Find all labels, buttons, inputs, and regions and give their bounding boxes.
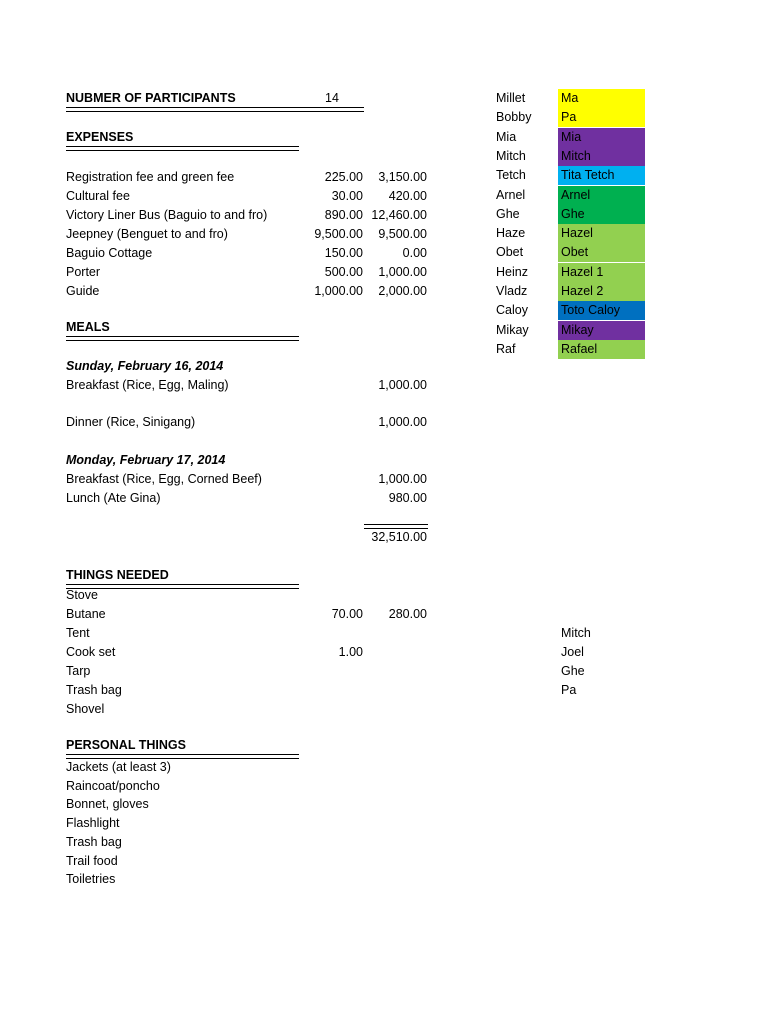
personal-item: Toiletries [66, 872, 116, 887]
expense-unit: 30.00 [331, 189, 363, 203]
roster-nickname: Rafael [558, 340, 645, 359]
participants-label: NUBMER OF PARTICIPANTS [66, 91, 236, 105]
meal-breakfast-1-total: 1,000.00 [378, 378, 427, 392]
thing-qty: 1.00 [338, 645, 363, 659]
roster-name: Caloy [496, 303, 528, 318]
expense-unit: 890.00 [324, 208, 363, 222]
assignee-name: Ghe [561, 664, 585, 678]
things-header: THINGS NEEDED [66, 568, 169, 582]
expense-total: 420.00 [388, 189, 427, 203]
roster-name: Bobby [496, 110, 532, 125]
personal-item: Trash bag [66, 834, 122, 849]
roster-name: Mitch [496, 148, 526, 163]
personal-item: Bonnet, gloves [66, 797, 149, 812]
expense-unit: 500.00 [324, 265, 363, 279]
roster-name: Mikay [496, 322, 529, 337]
meal-lunch-2-total: 980.00 [388, 491, 427, 505]
roster-nickname: Mia [558, 128, 645, 147]
thing-qty [290, 662, 363, 680]
assignee-name: Mitch [561, 626, 591, 640]
roster-nickname: Hazel 2 [558, 282, 645, 301]
roster-name: Obet [496, 245, 524, 260]
thing-total [360, 681, 427, 699]
expense-total: 12,460.00 [371, 208, 427, 222]
meals-header: MEALS [66, 320, 110, 334]
roster-nickname: Obet [558, 243, 645, 262]
roster-nickname: Toto Caloy [558, 301, 645, 320]
expense-unit: 9,500.00 [314, 227, 363, 241]
personal-item: Raincoat/poncho [66, 778, 160, 793]
meal-dinner-1: Dinner (Rice, Sinigang) [66, 415, 196, 429]
thing-label: Stove [66, 588, 98, 602]
expense-total: 1,000.00 [378, 265, 427, 279]
thing-label: Cook set [66, 645, 116, 659]
personal-header: PERSONAL THINGS [66, 738, 186, 752]
meal-day-1: Sunday, February 16, 2014 [66, 359, 224, 373]
roster-nickname: Ghe [558, 205, 645, 224]
expenses-header: EXPENSES [66, 130, 134, 144]
roster-nickname: Arnel [558, 186, 645, 205]
expense-label: Victory Liner Bus (Baguio to and fro) [66, 208, 268, 222]
participants-value: 14 [325, 91, 339, 105]
roster-name: Millet [496, 91, 526, 105]
roster-name: Haze [496, 226, 526, 241]
roster-name: Ghe [496, 206, 520, 221]
roster-nickname: Ma [558, 89, 645, 108]
thing-label: Trash bag [66, 683, 122, 697]
roster-nickname: Hazel [558, 224, 645, 243]
thing-label: Tent [66, 626, 90, 640]
roster-name: Mia [496, 129, 517, 144]
thing-qty [290, 586, 363, 604]
expense-label: Registration fee and green fee [66, 170, 235, 184]
thing-qty: 70.00 [331, 607, 363, 621]
thing-qty [290, 700, 363, 718]
personal-item: Trail food [66, 853, 118, 868]
thing-label: Butane [66, 607, 106, 621]
expense-unit: 150.00 [324, 246, 363, 260]
thing-total [360, 643, 427, 661]
thing-total: 280.00 [388, 607, 427, 621]
thing-label: Tarp [66, 664, 91, 678]
thing-total [360, 586, 427, 604]
assignee-name: Pa [561, 683, 577, 697]
expense-unit: 1,000.00 [314, 284, 363, 298]
roster-nickname: Mitch [558, 147, 645, 166]
expense-total: 2,000.00 [378, 284, 427, 298]
thing-total [360, 662, 427, 680]
roster-name: Heinz [496, 264, 528, 279]
roster-name: Tetch [496, 168, 526, 183]
things-underline [66, 584, 299, 589]
roster-nickname: Pa [558, 108, 645, 127]
participants-underline [66, 107, 364, 112]
grand-total: 32,510.00 [371, 530, 427, 544]
meal-dinner-1-total: 1,000.00 [378, 415, 427, 429]
roster-name: Raf [496, 341, 516, 356]
expense-total: 3,150.00 [378, 170, 427, 184]
roster-nickname: Hazel 1 [558, 263, 645, 282]
expense-total: 9,500.00 [378, 227, 427, 241]
meal-day-2: Monday, February 17, 2014 [66, 453, 226, 467]
thing-qty [290, 624, 363, 642]
expense-label: Baguio Cottage [66, 246, 153, 260]
personal-item: Flashlight [66, 816, 120, 831]
thing-total [360, 700, 427, 718]
roster-name: Vladz [496, 284, 528, 298]
expense-label: Jeepney (Benguet to and fro) [66, 227, 228, 241]
expense-label: Guide [66, 284, 100, 298]
meal-breakfast-1: Breakfast (Rice, Egg, Maling) [66, 378, 229, 392]
expense-total: 0.00 [402, 246, 427, 260]
thing-total [360, 624, 427, 642]
expense-label: Cultural fee [66, 189, 130, 203]
assignee-name: Joel [561, 645, 584, 659]
meal-lunch-2: Lunch (Ate Gina) [66, 491, 161, 505]
meals-underline [66, 336, 299, 341]
expense-unit: 225.00 [324, 170, 363, 184]
meal-breakfast-2-total: 1,000.00 [378, 472, 427, 486]
roster-nickname: Mikay [558, 321, 645, 340]
expense-label: Porter [66, 265, 101, 279]
personal-item: Jackets (at least 3) [66, 760, 171, 774]
expenses-underline [66, 146, 299, 151]
thing-qty [290, 681, 363, 699]
meal-breakfast-2: Breakfast (Rice, Egg, Corned Beef) [66, 472, 262, 486]
roster-name: Arnel [496, 187, 526, 202]
thing-label: Shovel [66, 702, 105, 716]
roster-nickname: Tita Tetch [558, 166, 645, 185]
